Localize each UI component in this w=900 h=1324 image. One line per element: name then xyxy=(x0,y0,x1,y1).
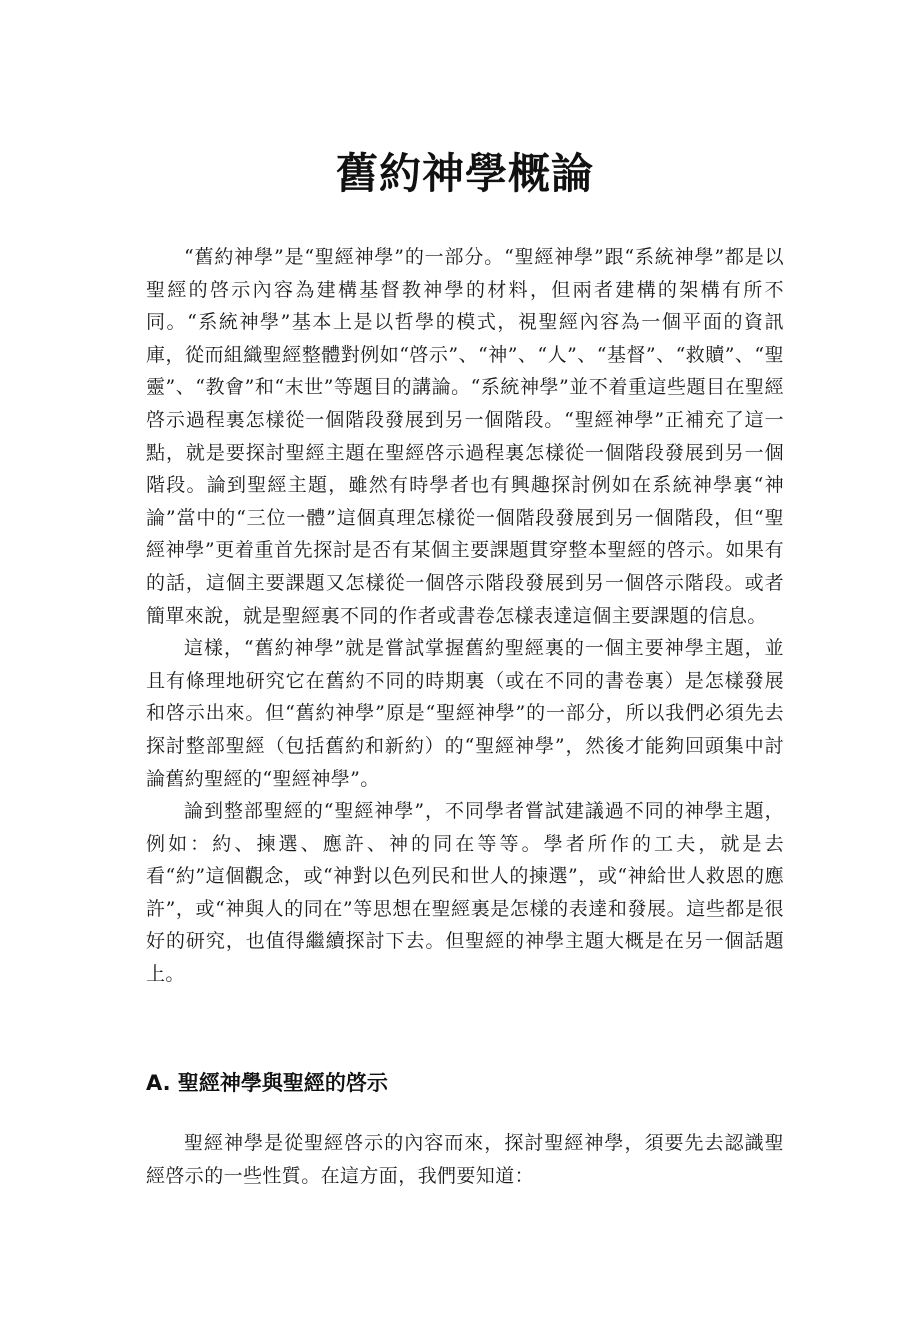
paragraph-1: “舊約神學”是“聖經神學”的一部分。“聖經神學”跟“系統神學”都是以聖經的啓示內容為建構基督教神學的材料，但兩者建構的架構有所不同。“系統神學”基本上是以哲學的模式，視聖經內容為一個平面的資訊庫，從而組織聖經整體對例如“啓示”、“神”、“人”、“基督”、“救贖”、“聖靈”、“教會”和“末世”等題目的講論。“系統神學”並不着重這些題目在聖經啓示過程裏怎樣從一個階段發展到另一個階段。“聖經神學”正補充了這一點，就是要探討聖經主題在聖經啓示過程裏怎樣從一個階段發展到另一個階段。論到聖經主題，雖然有時學者也有興趣探討例如在系統神學裏“神論”當中的“三位一體”這個真理怎樣從一個階段發展到另一個階段，但“聖經神學”更着重首先探討是否有某個主要課題貫穿整本聖經的啓示。如果有的話，這個主要課題又怎樣從一個啓示階段發展到另一個啓示階段。或者簡單來說，就是聖經裏不同的作者或書卷怎樣表達這個主要課題的信息。 xyxy=(146,246,784,627)
body-text xyxy=(146,241,784,991)
document-page xyxy=(146,0,784,1324)
page-title: 舊約神學概論 xyxy=(335,149,594,198)
paragraph-2: 這樣，“舊約神學”就是嘗試掌握舊約聖經裏的一個主要神學主題，並且有條理地研究它在舊約不同的時期裏（或在不同的書卷裏）是怎樣發展和啓示出來。但“舊約神學”原是“聖經神學”的一部分，所以我們必須先去探討整部聖經（包括舊約和新約）的“聖經神學”，然後才能夠回頭集中討論舊約聖經的“聖經神學”。 xyxy=(146,637,784,790)
paragraph-3: 論到整部聖經的“聖經神學”，不同學者嘗試建議過不同的神學主題，例如：約、揀選、應許、神的同在等等。學者所作的工夫，就是去看“約”這個觀念，或“神對以色列民和世人的揀選”，或“神給世人救恩的應許”，或“神與人的同在”等思想在聖經裏是怎樣的表達和發展。這些都是很好的研究，也值得繼續探討下去。但聖經的神學主題大概是在另一個話題上。 xyxy=(146,800,784,986)
section-a-paragraph-1: 聖經神學是從聖經啓示的內容而來，探討聖經神學，須要先去認識聖經啓示的一些性質。在這方面，我們要知道： xyxy=(146,1132,784,1187)
section-heading-a: A. 聖經神學與聖經的啓示 xyxy=(146,1071,388,1095)
section-a-body xyxy=(146,1127,784,1192)
